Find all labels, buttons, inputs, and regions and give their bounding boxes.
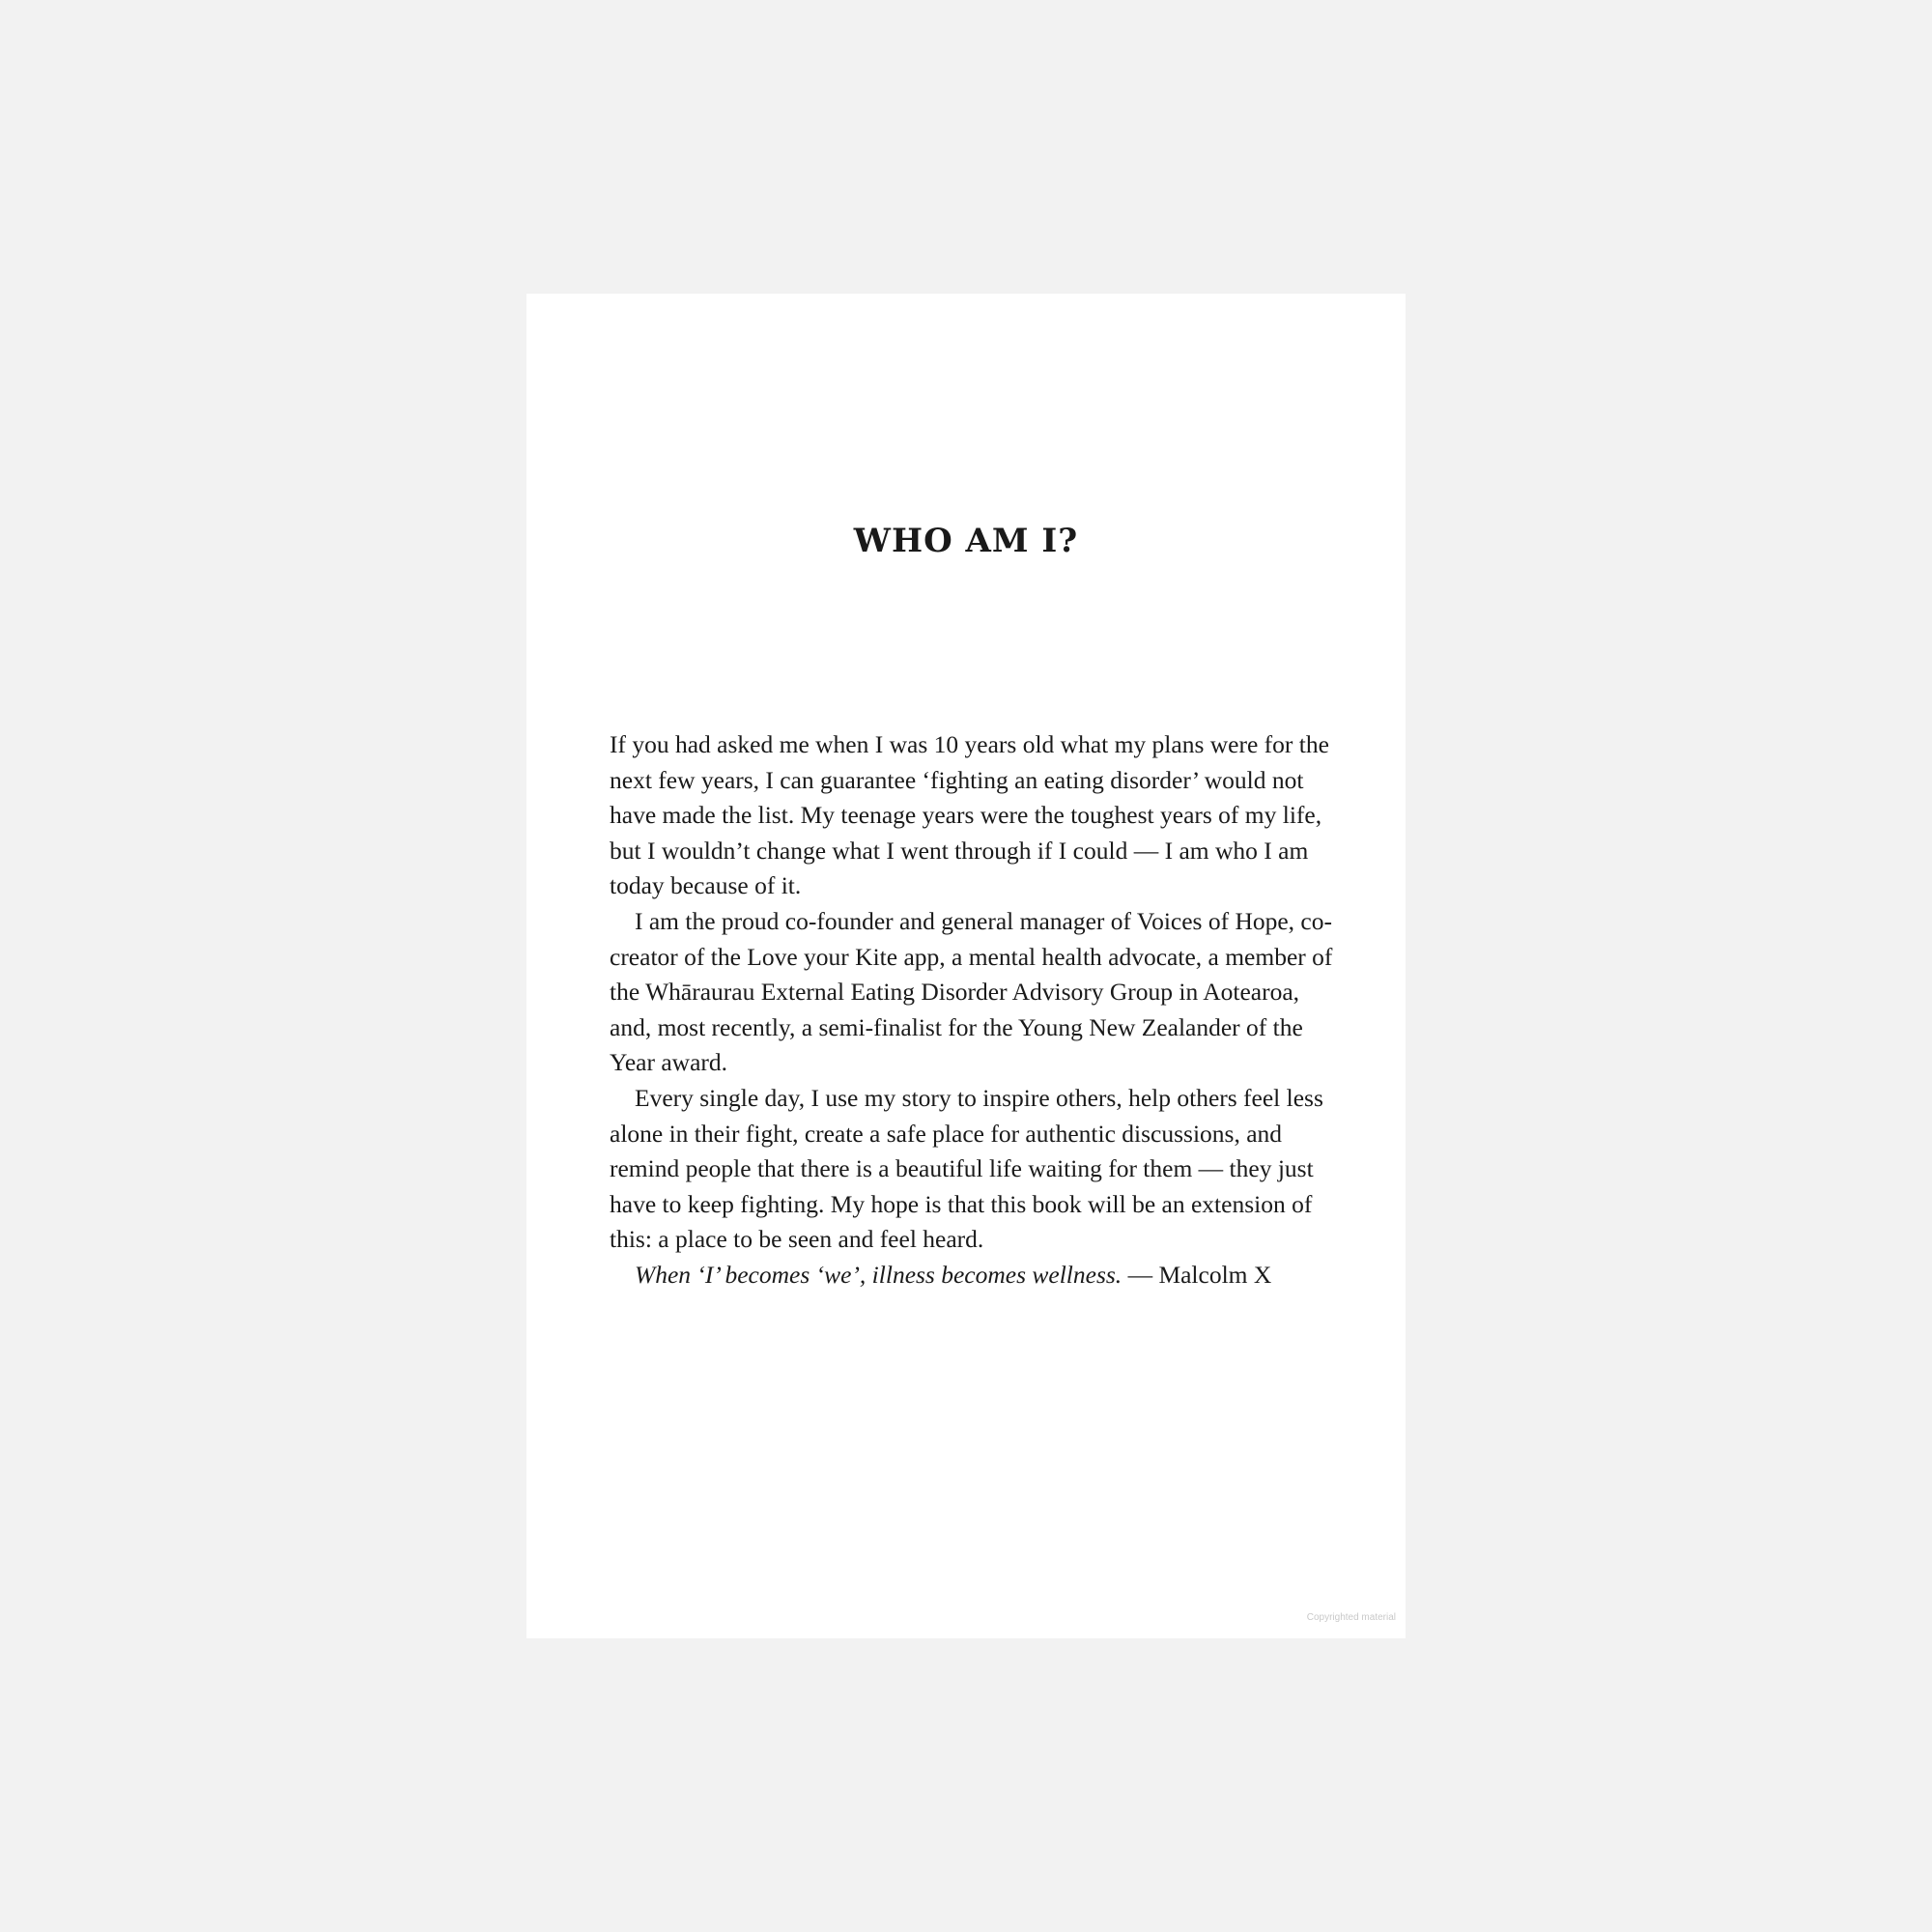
paragraph-3: Every single day, I use my story to inspire others, help others feel less alone in their fight, create a safe place for authentic discussions, and remind people that there is a beautiful life waiting for them — they just have to keep fighting. My hope is that this book will be an extension of this: a place to be seen and feel heard. (610, 1083, 1323, 1254)
page-title: WHO AM I? (853, 522, 1079, 560)
book-page (526, 294, 1406, 1638)
paragraph-1: If you had asked me when I was 10 years old what my plans were for the next few years, I can guarantee ‘fighting an eating disorder’ would not have made the list. My teenage years were the toughest years of my life, but I wouldn’t change what I went through if I could — I am who I am today because of it. (610, 730, 1329, 900)
quote-attribution: — Malcolm X (1122, 1260, 1272, 1289)
paragraph-2: I am the proud co-founder and general manager of Voices of Hope, co-creator of the Love your Kite app, a mental health advocate, a member of the Whāraurau External Eating Disorder Advisory Group in Aotearoa, and, most recently, a semi-finalist for the Young New Zealander of the Year award. (610, 906, 1333, 1077)
copyright-watermark: Copyrighted material (1306, 1612, 1396, 1623)
body-text (610, 727, 1344, 1293)
quote-line (610, 1258, 1344, 1293)
quote-text: When ‘I’ becomes ‘we’, illness becomes wellness. (635, 1260, 1122, 1289)
